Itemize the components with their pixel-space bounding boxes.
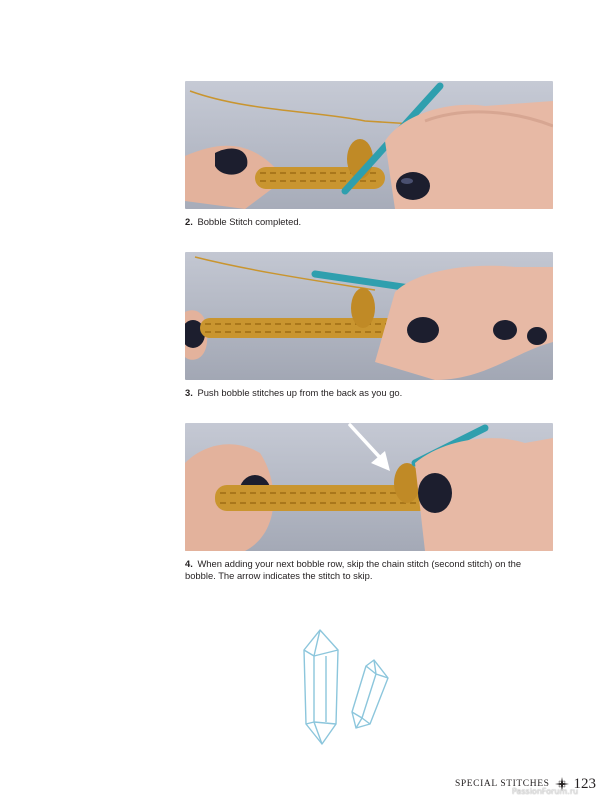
step-text: When adding your next bobble row, skip the chain stitch (second stitch) on the bobble. The arrow indicates the stitch to skip. — [185, 558, 522, 581]
bobble-stitch-completed-image — [185, 81, 553, 209]
page-number: 123 — [573, 776, 596, 792]
step-text: Bobble Stitch completed. — [197, 216, 302, 227]
step-text: Push bobble stitches up from the back as you go. — [197, 387, 403, 398]
step-number: 2. — [185, 216, 193, 227]
step-2-photo — [185, 81, 553, 209]
step-3-photo — [185, 252, 553, 380]
watermark-text: PassionForum.ru — [512, 787, 579, 796]
step-number: 4. — [185, 558, 193, 569]
step-4-caption — [185, 558, 545, 582]
step-2-caption — [185, 216, 545, 228]
step-3-caption — [185, 387, 545, 399]
push-bobble-image — [185, 252, 553, 380]
step-number: 3. — [185, 387, 193, 398]
step-4-photo — [185, 423, 553, 551]
section-title: SPECIAL STITCHES — [455, 779, 550, 789]
skip-stitch-image — [185, 423, 553, 551]
crystal-decoration-icon — [300, 628, 395, 748]
